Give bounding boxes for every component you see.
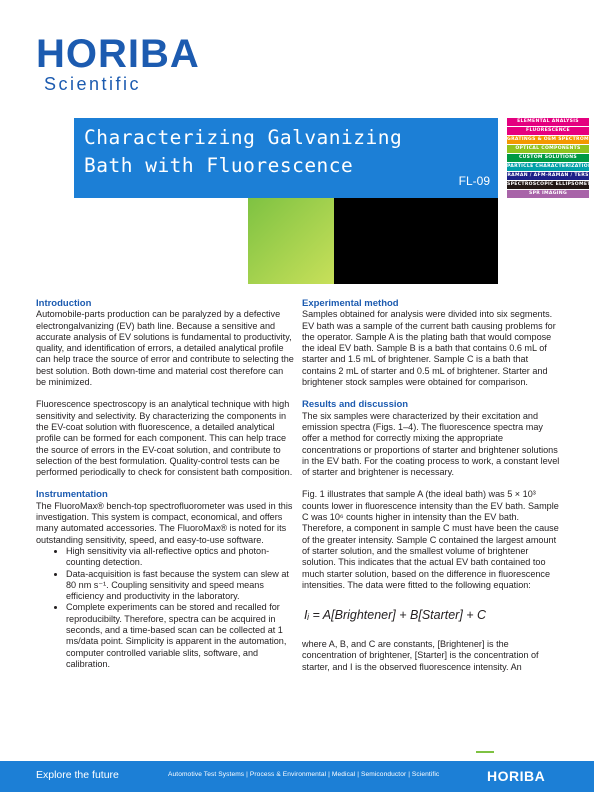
decorative-black-block [334,198,498,284]
category-tag: CUSTOM SOLUTIONS [507,154,589,162]
introduction-paragraph-1: Automobile-parts production can be paralyzed by a defective electrongalvanizing (EV) bath line. Because a sensitive and accurate analysis of EV solutions is fundamental to productivity, quality, and identification of errors, a detailed analytical profile can help trace the source of error and contribute to selecting the best solution. Both down-time and material cost therefore can be minimized. [36,309,294,388]
title-line-2: Bath with Fluorescence [84,154,354,177]
category-tag: SPECTROSCOPIC ELLIPSOMETRY [507,182,598,187]
section-heading-experimental-method: Experimental method [302,298,399,309]
results-paragraph-3: where A, B, and C are constants, [Brightener] is the concentration of brightener, [Starter] is the concentration of starter, and I is the observed fluorescence intensity. An [302,639,539,672]
list-item: • Complete experiments can be stored and recalled for reproducibilty. Therefore, spectra can be acquired in seconds, and a time-based scan can be collected at 1 ms/data point. Simplicity is apparent in the automation, computer controlled variable slits, software, and calibration. [66,602,294,670]
feature-list [36,546,294,670]
product-category-tags [507,118,607,199]
equation-text: Iᵢ = A[Brightener] + B[Starter] + C [304,608,487,623]
right-column [302,298,560,673]
list-item: • High sensitivity via all-reflective optics and photon-counting detection. [66,546,294,569]
logo-subtitle: Scientific [44,74,142,94]
footer-divisions: Automotive Test Systems | Process & Environmental | Medical | Semiconductor | Scientific [168,771,440,778]
decorative-green-block [248,198,334,284]
category-tag: GRATINGS & OEM SPECTROMETERS [507,137,607,142]
document-code: FL-09 [458,174,490,188]
category-tag: PARTICLE CHARACTERIZATION [507,164,593,169]
title-banner [74,118,498,198]
results-paragraph-2: Fig. 1 illustrates that sample A (the ideal bath) was 5 × 10³ counts lower in fluorescence intensity than the EV bath. Sample C was 10⁶ counts higher in intensity than the EV bath. Therefore, a component in sample C must have been the cause of the greater intensity. Sample C contained the largest amount of starter solution, and the smallest volume of brightener solution. This indicates that the actual EV bath contained too much starter solution, based on the difference in fluorescence intensities. The data were fitted to the following equation: [302,489,559,590]
section-heading-results: Results and discussion [302,399,409,411]
page-title [84,124,402,180]
horiba-scientific-logo [36,34,200,94]
decorative-green-mark [476,751,494,753]
footer-bar [0,761,594,792]
category-tag: OPTICAL COMPONENTS [507,145,589,153]
category-tag: ELEMENTAL ANALYSIS [507,118,589,126]
category-tag: FLUORESCENCE [507,127,589,135]
list-item: • Data-acquisition is fast because the system can slew at 80 nm s⁻¹. Coupling sensitivity and speed means efficiency and productivity in the laboratory. [66,569,294,603]
title-line-1: Characterizing Galvanizing [84,126,403,149]
results-paragraph-1: The six samples were characterized by their excitation and emission spectra (Figs. 1–4). The fluorescence spectra may offer a method for correctly mixing the appropriate concentrations or proportions of starter and brightener solutions in the EV bath. For the coating process to work, a constant level of starter and brightener is necessary. [302,410,560,478]
logo-brand: HORIBA [36,32,200,76]
introduction-paragraph-2: Fluorescence spectroscopy is an analytical technique with high sensitivity and selectivity. By characterizing the components in the EV-coat solution with fluorescence, a detailed analytical profile can be formed for each component. This can help trace the source of errors in the EV-coat solution, and contribute to selection of the best formulation. Quality-control tests can be performed periodically to check for consistent bath composition. [36,399,293,478]
section-heading-instrumentation: Instrumentation [36,489,108,501]
instrumentation-paragraph: The FluoroMax® bench-top spectrofluorometer was used in this investigation. This system is compact, economical, and offers many automated accessories. The FluoroMax® is noted for its outstanding sensitivity, speed, and easy-to-use software. [36,500,293,545]
footer-logo: HORIBA [487,768,546,784]
fitting-equation [304,601,560,629]
footer-tagline: Explore the future [36,769,119,781]
category-tag: SPR IMAGING [507,190,589,198]
left-column [36,298,294,670]
category-tag: RAMAN / AFM-RAMAN / TERS [507,173,589,178]
section-heading-introduction: Introduction [36,298,92,309]
experimental-paragraph: Samples obtained for analysis were divided into six segments. EV bath was a sample of the current bath causing problems for the operator. Sample A is the plating bath that would compose the ideal EV bath. Sample B is a bath that contains 0.6 mL of starter and 1.5 mL of brightener. Sample C is a bath that contains 2 mL of starter and 0.5 mL of brightener. Starter and brightener stock samples were obtained for comparison. [302,309,556,388]
